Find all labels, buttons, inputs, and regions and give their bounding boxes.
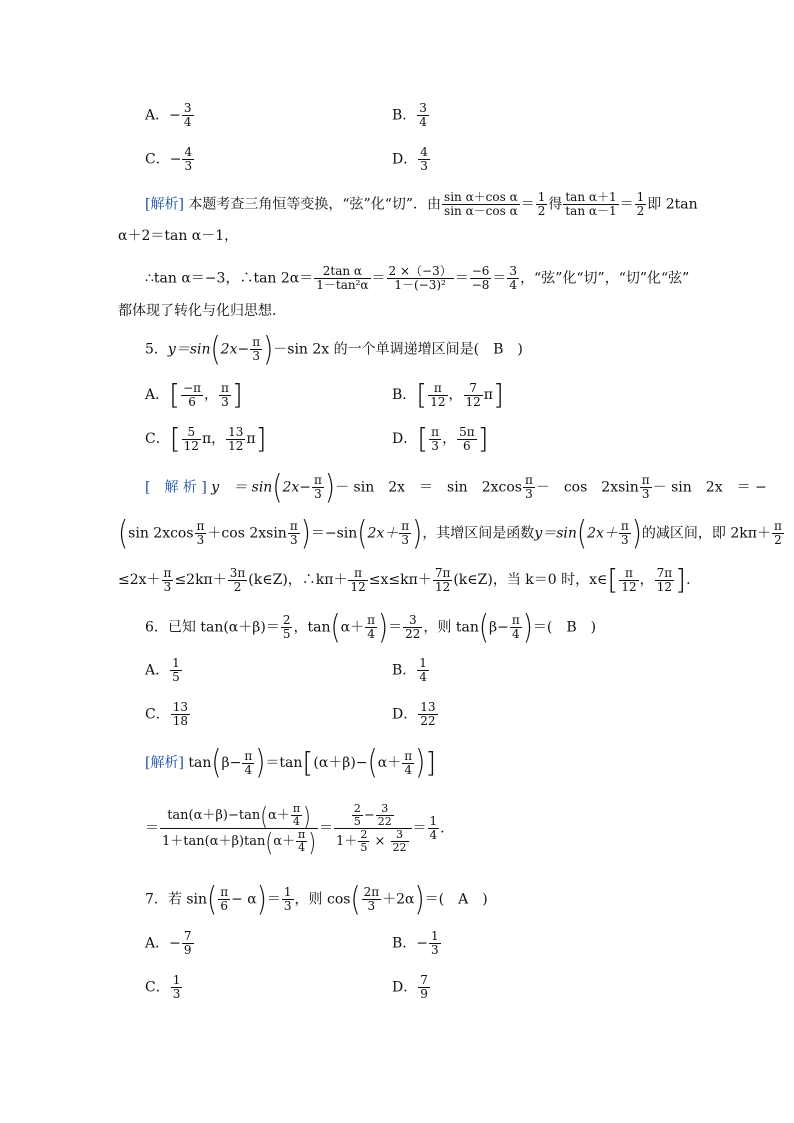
q4-option-a: [145, 102, 195, 129]
q6-option-d: D． $\frac{13}{22}$: [392, 700, 436, 728]
q4-analysis-line-4: 都体现了转化与化归思想．: [118, 303, 286, 319]
option-label: C．: [145, 151, 170, 168]
q5-stem: 5．y＝sin(2x− $\frac{\pi}{3}$ )－sin 2x 的一个单调递增区间是( B ): [145, 330, 523, 369]
q7-option-c: C． $\frac{1}{3}$: [145, 973, 181, 1001]
q6-analysis-line-2: ＝ tan(α＋β)−tan(α＋ $\frac{\pi}{4}$ ) 1＋tan(α＋β)tan(α＋ $\frac{\pi}{4}$ ) ＝ $\frac{2}{5}$ − $\frac{3}{22}$ 1＋ $\frac{2}{5}$ × $\frac{3}{22}$ ＝ $\frac{1}{4}$ .: [145, 800, 445, 857]
q4-analysis-line-1: [解析] 本题考查三角恒等变换，“弦”化“切”．由 $\frac{\text{sin α＋cos α}}{\text{sin α－cos α}}$ ＝ $\frac{1}{2}$ 得 $\frac{\text{tan α＋1}}{\text{tan α－1}}$ ＝ $\frac{1}{2}$ 即 2tan: [145, 190, 698, 218]
q4-analysis-line-2: α＋2＝tan α－1，: [118, 228, 239, 244]
option-label: D．: [392, 151, 418, 168]
q7-option-b: B．− $\frac{1}{3}$: [392, 929, 439, 957]
q6-option-c: C． $\frac{13}{18}$: [145, 700, 188, 728]
option-label: D．: [392, 979, 418, 996]
option-label: B．: [392, 935, 417, 952]
option-label: B．: [392, 387, 417, 403]
analysis-tag: [解析]: [145, 755, 184, 771]
option-label: C．: [145, 979, 170, 996]
option-label: A．: [145, 387, 170, 403]
option-fraction: $\frac{4}{3}$: [184, 145, 193, 173]
q7-stem: 7．若 sin( $\frac{\pi}{6}$ − α)＝ $\frac{1}{3}$ ，则 cos( $\frac{2\pi}{3}$ ＋2α)＝( A ): [145, 880, 488, 919]
option-fraction: $\frac{4}{3}$: [420, 145, 428, 173]
q5-analysis-line-1: [ 解 析 ] y ＝ sin(2x− $\frac{\pi}{3}$ )－ sin 2x ＝ sin 2xcos $\frac{\pi}{3}$ － cos 2xsin $\frac{\pi}{3}$ － sin 2x ＝ −: [145, 468, 767, 507]
analysis-tag: [解析]: [145, 196, 184, 213]
option-label: A．: [145, 107, 170, 124]
q4-analysis-line-3: ∴tan α＝−3，∴tan 2α＝ $\frac{\text{2tan α}}{\text{1－tan²α}}$ ＝ $\frac{2 \times(-3)}{\text{1－(−3)²}}$ ＝ $\frac{-6}{-8}$ ＝ $\frac{3}{4}$ ，“弦”化“切”，“切”化“弦”: [145, 264, 690, 292]
option-fraction: $\frac{3}{4}$: [183, 101, 192, 129]
option-label: D．: [392, 431, 418, 447]
q7-option-a: A．− $\frac{7}{9}$: [145, 929, 192, 957]
q7-option-d: D． $\frac{7}{9}$: [392, 973, 428, 1001]
option-fraction: $\frac{3}{4}$: [419, 101, 427, 129]
q5-option-c: C．[ $\frac{5}{12}$ π， $\frac{13}{12}$ π]: [145, 422, 267, 455]
q5-option-a: A．[ $\frac{-\pi}{6}$ ， $\frac{\pi}{3}$ ]: [145, 378, 243, 411]
option-label: D．: [392, 706, 418, 723]
option-label: C．: [145, 431, 170, 447]
q5-option-b: B．[ $\frac{\pi}{12}$ ， $\frac{7}{12}$ π]: [392, 378, 504, 411]
q5-option-d: D．[ $\frac{\pi}{3}$ ， $\frac{5\pi}{6}$ ]: [392, 422, 489, 455]
analysis-tag: [ 解 析 ]: [145, 479, 207, 496]
option-label: C．: [145, 706, 170, 723]
option-label: A．: [145, 935, 170, 952]
q4-option-d: [392, 146, 431, 173]
option-label: A．: [145, 662, 170, 679]
q5-analysis-line-2: (sin 2xcos $\frac{\pi}{3}$ ＋cos 2xsin $\frac{\pi}{3}$ )＝−sin(2x＋ $\frac{\pi}{3}$ )，其增区间是函数y＝sin(2x＋ $\frac{\pi}{3}$ )的减区间，即 2kπ＋ $\frac{\pi}{2}$: [118, 514, 782, 553]
option-label: B．: [392, 107, 417, 124]
q5-analysis-line-3: ≤2x＋ $\frac{\pi}{3}$ ≤2kπ＋ $\frac{3\pi}{2}$ (k∈Z)，∴kπ＋ $\frac{\pi}{12}$ ≤x≤kπ＋ $\frac{7\pi}{12}$ (k∈Z)，当 k＝0 时，x∈[ $\frac{\pi}{12}$ ， $\frac{7\pi}{12}$ ].: [118, 563, 691, 596]
q6-option-b: B． $\frac{1}{4}$: [392, 656, 427, 684]
q6-analysis-line-1: [解析] tan(β− $\frac{\pi}{4}$ )＝tan[(α＋β)−(α＋ $\frac{\pi}{4}$ )]: [145, 744, 437, 782]
q4-option-c: C．− $\frac{4}{3}$: [145, 145, 193, 173]
option-label: B．: [392, 662, 417, 679]
q6-stem: 6．已知 tan(α＋β)＝ $\frac{2}{5}$ ，tan(α＋ $\frac{\pi}{4}$ )＝ $\frac{3}{22}$ ，则 tan(β− $\frac{\pi}{4}$ )＝( B ): [145, 608, 597, 647]
q4-option-b: [392, 102, 430, 129]
option-sign: −: [169, 107, 181, 124]
q6-option-a: A． $\frac{1}{5}$: [145, 656, 180, 684]
